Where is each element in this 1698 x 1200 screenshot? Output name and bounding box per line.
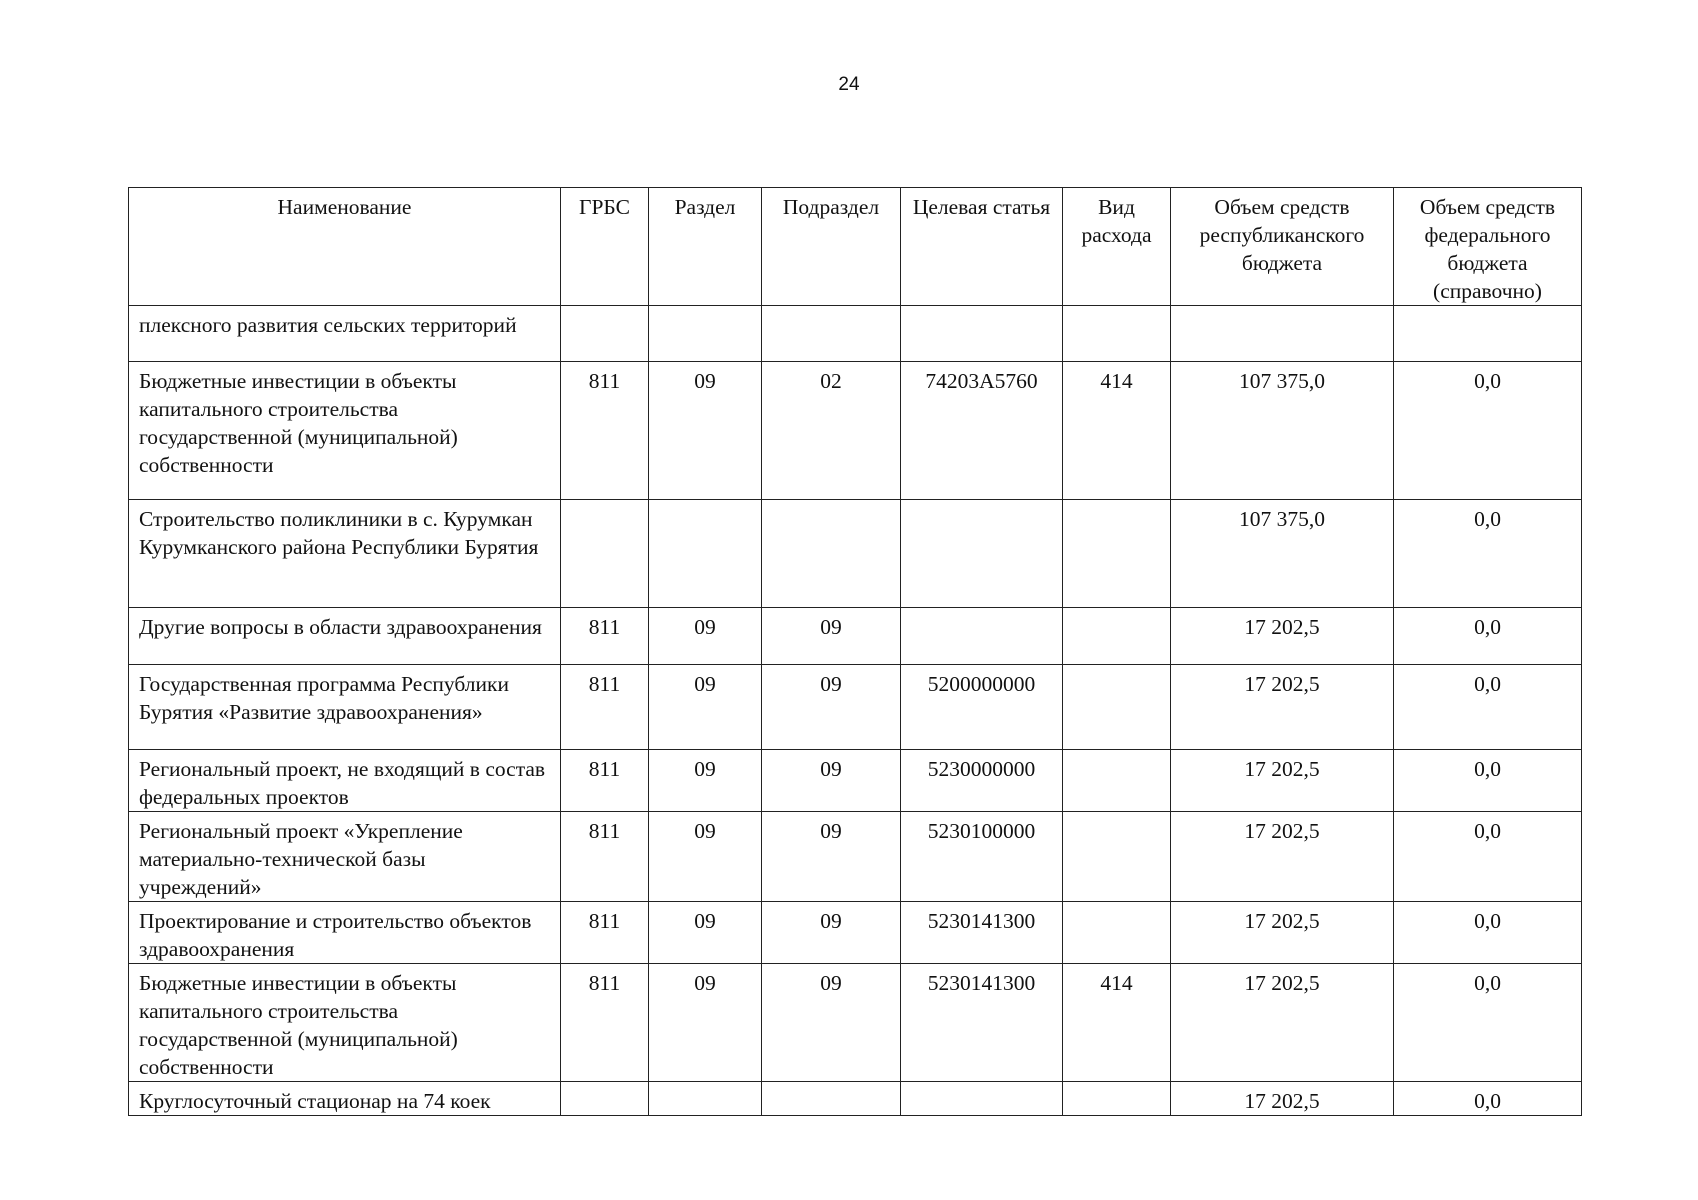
cell-republic-budget: 17 202,5 (1171, 665, 1394, 750)
cell-name: Другие вопросы в области здравоохранения (129, 608, 561, 665)
cell-republic-budget: 17 202,5 (1171, 608, 1394, 665)
cell-section (649, 1082, 762, 1116)
cell-expense-type (1063, 1082, 1171, 1116)
cell-name: Бюджетные инвестиции в объекты капитального строительства государственной (муниципальной) собственности (129, 362, 561, 500)
cell-republic-budget: 107 375,0 (1171, 362, 1394, 500)
table-row (129, 812, 1582, 902)
header-federal-budget: Объем средств федерального бюджета (справочно) (1394, 188, 1582, 306)
cell-subsection: 09 (762, 608, 901, 665)
cell-republic-budget: 17 202,5 (1171, 1082, 1394, 1116)
table-row (129, 306, 1582, 362)
cell-federal-budget: 0,0 (1394, 665, 1582, 750)
cell-subsection: 09 (762, 750, 901, 812)
cell-grbs: 811 (561, 964, 649, 1082)
cell-republic-budget (1171, 306, 1394, 362)
cell-federal-budget: 0,0 (1394, 902, 1582, 964)
cell-target-article: 5200000000 (901, 665, 1063, 750)
cell-name: Бюджетные инвестиции в объекты капитального строительства государственной (муниципальной) собственности (129, 964, 561, 1082)
page-number: 24 (838, 74, 860, 95)
cell-subsection: 09 (762, 812, 901, 902)
cell-section: 09 (649, 362, 762, 500)
table-row (129, 964, 1582, 1082)
header-republic-budget: Объем средств республиканского бюджета (1171, 188, 1394, 306)
header-grbs: ГРБС (561, 188, 649, 306)
cell-name: Региональный проект, не входящий в состав федеральных проектов (129, 750, 561, 812)
cell-target-article: 5230000000 (901, 750, 1063, 812)
header-target-article: Целевая статья (901, 188, 1063, 306)
budget-table (128, 187, 1582, 1116)
cell-subsection: 09 (762, 665, 901, 750)
cell-expense-type (1063, 306, 1171, 362)
cell-expense-type (1063, 750, 1171, 812)
cell-name: Государственная программа Республики Бурятия «Развитие здравоохранения» (129, 665, 561, 750)
cell-grbs (561, 1082, 649, 1116)
cell-target-article: 74203A5760 (901, 362, 1063, 500)
cell-grbs: 811 (561, 362, 649, 500)
cell-target-article (901, 500, 1063, 608)
cell-grbs: 811 (561, 608, 649, 665)
cell-federal-budget: 0,0 (1394, 964, 1582, 1082)
cell-federal-budget: 0,0 (1394, 500, 1582, 608)
cell-target-article: 5230141300 (901, 902, 1063, 964)
header-expense-type: Вид расхода (1063, 188, 1171, 306)
cell-federal-budget: 0,0 (1394, 812, 1582, 902)
cell-grbs: 811 (561, 812, 649, 902)
cell-section (649, 306, 762, 362)
header-subsection: Подраздел (762, 188, 901, 306)
table-row (129, 500, 1582, 608)
cell-name: Круглосуточный стационар на 74 коек (129, 1082, 561, 1116)
cell-grbs (561, 500, 649, 608)
cell-name: Строительство поликлиники в с. Курумкан Курумканского района Республики Бурятия (129, 500, 561, 608)
cell-republic-budget: 17 202,5 (1171, 750, 1394, 812)
cell-federal-budget: 0,0 (1394, 750, 1582, 812)
cell-expense-type (1063, 902, 1171, 964)
cell-republic-budget: 17 202,5 (1171, 902, 1394, 964)
cell-section: 09 (649, 608, 762, 665)
cell-grbs (561, 306, 649, 362)
cell-subsection: 02 (762, 362, 901, 500)
cell-section (649, 500, 762, 608)
cell-federal-budget: 0,0 (1394, 362, 1582, 500)
cell-republic-budget: 107 375,0 (1171, 500, 1394, 608)
cell-name: Проектирование и строительство объектов здравоохранения (129, 902, 561, 964)
cell-expense-type (1063, 500, 1171, 608)
cell-expense-type (1063, 608, 1171, 665)
cell-federal-budget: 0,0 (1394, 1082, 1582, 1116)
cell-target-article (901, 1082, 1063, 1116)
cell-expense-type (1063, 812, 1171, 902)
cell-target-article: 5230141300 (901, 964, 1063, 1082)
cell-subsection (762, 1082, 901, 1116)
cell-grbs: 811 (561, 750, 649, 812)
cell-target-article (901, 306, 1063, 362)
table-row (129, 362, 1582, 500)
cell-expense-type: 414 (1063, 964, 1171, 1082)
table-row (129, 1082, 1582, 1116)
table-row (129, 750, 1582, 812)
cell-subsection: 09 (762, 902, 901, 964)
table-row (129, 665, 1582, 750)
cell-grbs: 811 (561, 902, 649, 964)
cell-name: Региональный проект «Укрепление материально-технической базы учреждений» (129, 812, 561, 902)
cell-republic-budget: 17 202,5 (1171, 964, 1394, 1082)
cell-grbs: 811 (561, 665, 649, 750)
cell-section: 09 (649, 750, 762, 812)
cell-subsection (762, 306, 901, 362)
cell-target-article: 5230100000 (901, 812, 1063, 902)
cell-target-article (901, 608, 1063, 665)
table-row (129, 608, 1582, 665)
header-name: Наименование (129, 188, 561, 306)
cell-expense-type (1063, 665, 1171, 750)
cell-federal-budget (1394, 306, 1582, 362)
table-row (129, 902, 1582, 964)
cell-section: 09 (649, 902, 762, 964)
cell-expense-type: 414 (1063, 362, 1171, 500)
cell-subsection (762, 500, 901, 608)
cell-federal-budget: 0,0 (1394, 608, 1582, 665)
cell-subsection: 09 (762, 964, 901, 1082)
cell-section: 09 (649, 964, 762, 1082)
cell-section: 09 (649, 665, 762, 750)
header-section: Раздел (649, 188, 762, 306)
cell-republic-budget: 17 202,5 (1171, 812, 1394, 902)
cell-name: плексного развития сельских территорий (129, 306, 561, 362)
table-header-row (129, 188, 1582, 306)
cell-section: 09 (649, 812, 762, 902)
